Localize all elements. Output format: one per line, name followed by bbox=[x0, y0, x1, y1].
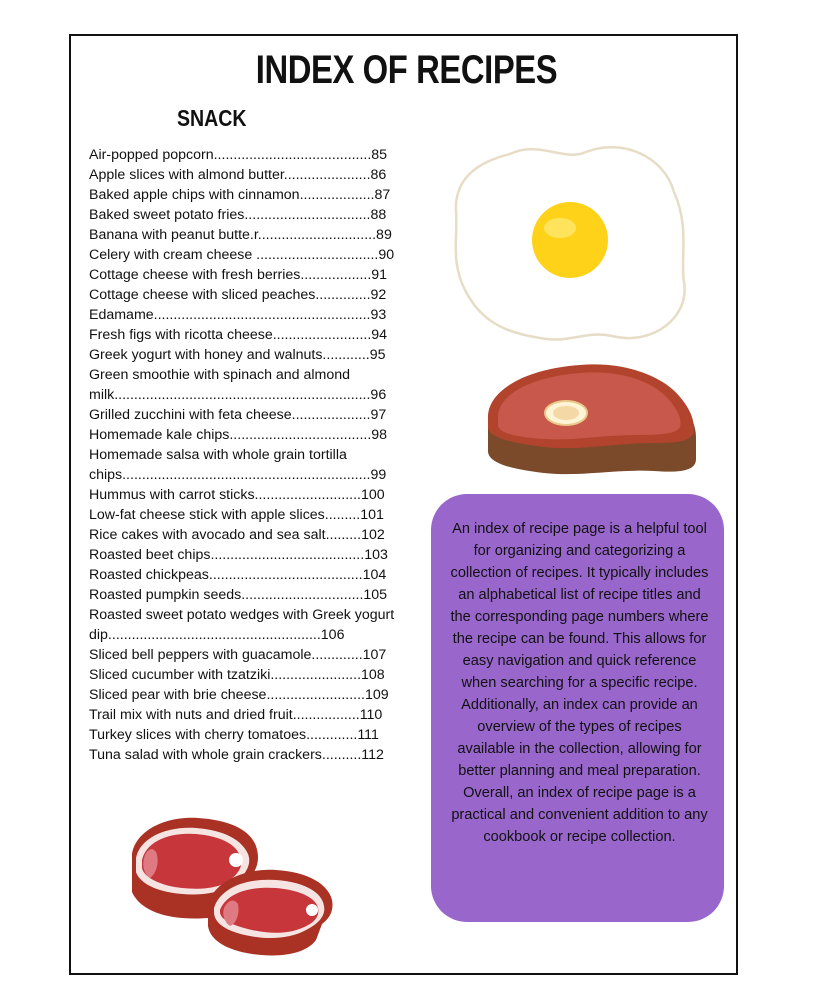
list-item: Hummus with carrot sticks...........................100 bbox=[89, 487, 385, 503]
list-item: Roasted beet chips.......................................103 bbox=[89, 547, 388, 563]
list-item: Baked apple chips with cinnamon...................87 bbox=[89, 187, 391, 203]
list-item: Edamame.......................................................93 bbox=[89, 307, 387, 323]
list-item: Sliced pear with brie cheese.........................109 bbox=[89, 687, 389, 703]
list-item: Greek yogurt with honey and walnuts............95 bbox=[89, 347, 386, 363]
description-callout bbox=[431, 494, 724, 922]
page-title: INDEX OF RECIPES bbox=[255, 48, 558, 92]
fried-egg-icon bbox=[452, 142, 692, 347]
list-item: Tuna salad with whole grain crackers..........112 bbox=[89, 747, 384, 763]
list-item: Grilled zucchini with feta cheese....................97 bbox=[89, 407, 387, 423]
list-item: Cottage cheese with fresh berries..................91 bbox=[89, 267, 388, 283]
raw-meat-icon bbox=[126, 812, 338, 962]
list-item: Baked sweet potato fries................................88 bbox=[89, 207, 387, 223]
description-text: An index of recipe page is a helpful tool for organizing and categorizing a collection of recipes. It typically includes an alphabetical list of recipe titles and the corresponding page numbers where the recipe can be found. This allows for easy navigation and quick reference when searching for a specific recipe. Additionally, an index can provide an overview of the types of recipes available in the collection, allowing for better planning and meal preparation. Overall, an index of recipe page is a practical and convenient addition to any cookbook or recipe collection. bbox=[450, 521, 709, 845]
list-item: Low-fat cheese stick with apple slices.........101 bbox=[89, 507, 384, 523]
list-item: Air-popped popcorn........................................85 bbox=[89, 147, 388, 163]
list-item: Apple slices with almond butter......................86 bbox=[89, 167, 387, 183]
list-item: Cottage cheese with sliced peaches..............92 bbox=[89, 287, 387, 303]
list-item: Homemade salsa with whole grain tortilla chips...............................................................99 bbox=[89, 447, 387, 483]
list-item: Turkey slices with cherry tomatoes.............111 bbox=[89, 727, 379, 743]
list-item: Roasted sweet potato wedges with Greek yogurt dip......................................................106 bbox=[89, 607, 395, 643]
list-item: Trail mix with nuts and dried fruit.................110 bbox=[89, 707, 383, 723]
list-item: Rice cakes with avocado and sea salt.........102 bbox=[89, 527, 385, 543]
section-heading: SNACK bbox=[177, 105, 247, 131]
list-item: Sliced bell peppers with guacamole.............107 bbox=[89, 647, 387, 663]
recipe-index-list bbox=[89, 145, 424, 765]
list-item: Celery with cream cheese ...............................90 bbox=[89, 247, 395, 263]
list-item: Sliced cucumber with tzatziki.......................108 bbox=[89, 667, 385, 683]
list-item: Roasted chickpeas.......................................104 bbox=[89, 567, 387, 583]
steak-icon bbox=[484, 363, 700, 478]
list-item: Homemade kale chips....................................98 bbox=[89, 427, 388, 443]
list-item: Banana with peanut butte.r..............................89 bbox=[89, 227, 392, 243]
list-item: Roasted pumpkin seeds...............................105 bbox=[89, 587, 388, 603]
list-item: Fresh figs with ricotta cheese.........................94 bbox=[89, 327, 388, 343]
list-item: Green smoothie with spinach and almond milk.................................................................96 bbox=[89, 367, 387, 403]
